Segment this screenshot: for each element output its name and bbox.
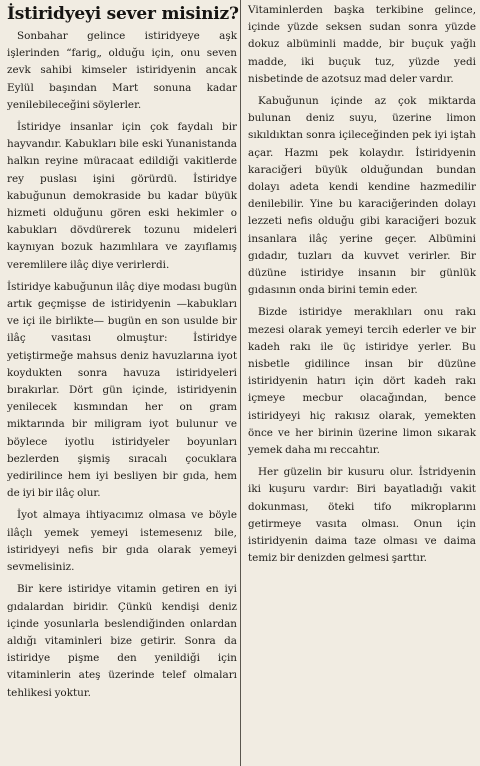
- article-paragraph: Bizde istiridye meraklıları onu rakı mezesi olarak yemeyi tercih ederler ve bir kadeh rakı ile üç istiridye yerler. Bu nisbetle gidilince insan bir düzüne istiridyenin hatırı için dört kadeh rakı içmeye mecbur olacağından, bence istiridyeyi hiç rakısız olarak, yemekten önce ve her birinin üzerine limon sıkarak yemek daha mı reccahtır.: [248, 306, 476, 457]
- article-paragraph: Sonbahar gelince istiridyeye aşk işlerinden “farig„ olduğu için, onu seven zevk sahibi kimseler istiridyenin ancak Eylül başından Mart sonuna kadar yenilebileceğini söylerler.: [7, 30, 237, 111]
- article-paragraph: İyot almaya ihtiyacımız olmasa ve böyle ilâçlı yemek yemeyi istemesenız bile, istiridyeyi nefis bir gıda olarak yemeyi sevmelisiniz.: [7, 509, 237, 574]
- article-paragraph: Bir kere istiridye vitamin getiren en iyi gıdalardan biridir. Çünkü kendişi deniz içinde yosunlarla beslendiğinden onlardan aldığı vitaminleri bize getirir. Sonra da istiridye pişme den yenildiği için vitaminlerin ateş üzerinde telef olmaları tehlikesi yoktur.: [7, 583, 237, 699]
- article-headline: İstiridyeyi sever misiniz?: [7, 4, 239, 24]
- column-divider: [240, 0, 241, 766]
- article-paragraph: Kabuğunun içinde az çok miktarda bulunan deniz suyu, üzerine limon sıkıldıktan sonra içileceğinden pek iyi iştah açar. Hazmı pek kolaydır. İstiridyenin karaciğeri büyük olduğundan bundan dolayı adeta kendi kendine hazmedilir denilebilir. Yine bu karaciğerinden dolayı lezzeti nefis olduğu gibi karaciğeri bozuk insanlara ilâç yerine geçer. Albümini gıdadır, tuzları da kuvvet verirler. Bir düzüne istiridye insanın bir günlük gıdasının onda birini temin eder.: [248, 95, 476, 297]
- article-paragraph: Vitaminlerden başka terkibine gelince, içinde yüzde seksen sudan sonra yüzde dokuz albüminli madde, bir buçuk yağlı madde, iki buçuk tuz, yüzde yedi nisbetinde de azotsuz mad deler vardır.: [248, 4, 476, 85]
- article-paragraph: Her güzelin bir kusuru olur. İstridyenin iki kuşuru vardır: Biri bayatladığı vakit dokunması, öteki tifo mikroplarını getirmeye vasıta olması. Onun için istiridyenin daima taze olması ve daima temiz bir denizden gelmesi şarttır.: [248, 466, 476, 565]
- article-paragraph: İstiridye insanlar için çok faydalı bir hayvandır. Kabukları bile eski Yunanistanda halkın reyine müracaat edildiği vakitlerde rey puslası işini görürdü. İstiridye kabuğunun demokraside bu kadar büyük hizmeti olduğunu gören eski hekimler o kabukları dövdürerek tozunu mideleri kaynıyan bozuk hazımlılara ve zayıflamış veremlilere ilâç diye verirlerdi.: [7, 121, 237, 271]
- right-column: [242, 0, 480, 766]
- article-paragraph: İstiridye kabuğunun ilâç diye modası bugün artık geçmişse de istiridyenin —kabukları ve içi ile birlikte— bugün en son usulde bir ilâç vasıtası olmuştur: İstiridye yetiştirmeğe mahsus deniz havuzlarına iyot koydukten sonra havuza istiridyeleri bırakırlar. Dört gün içinde, istiridyenin yenilecek kısmından her on gram miktarında bir miligram iyot bulunur ve böylece iyotlu istiridyeler boyunları bezlerden şişmiş sıracalı çocuklara yedirilince hem iyi besliyen bir gıda, hem de iyi bir ilâç olur.: [7, 280, 237, 500]
